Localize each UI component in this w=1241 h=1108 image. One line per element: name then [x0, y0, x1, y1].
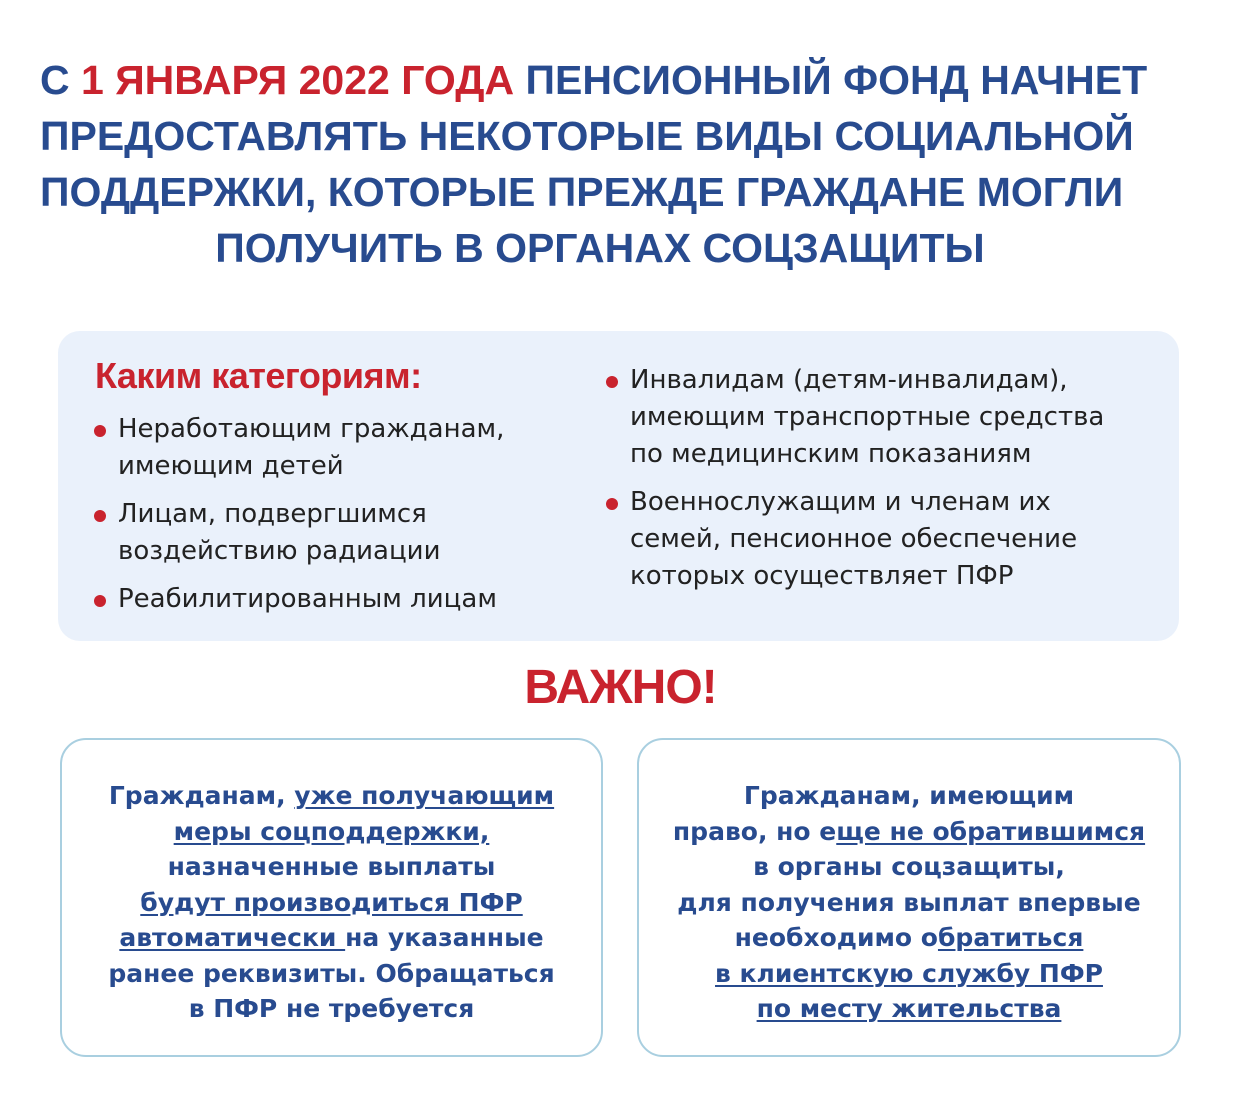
category-item: Инвалидам (детям-инвалидам), имеющим транспортные средства по медицинским показаниям — [606, 362, 1166, 473]
headline-line-4: ПОЛУЧИТЬ В ОРГАНАХ СОЦЗАЩИТЫ — [215, 225, 985, 271]
category-item: Лицам, подвергшимся воздействию радиации — [94, 496, 574, 570]
headline-line-3: ПОДДЕРЖКИ, КОТОРЫЕ ПРЕЖДЕ ГРАЖДАНЕ МОГЛИ — [40, 169, 1124, 215]
bullet-dot-icon — [606, 376, 618, 388]
headline-line-2: ПРЕДОСТАВЛЯТЬ НЕКОТОРЫЕ ВИДЫ СОЦИАЛЬНОЙ — [40, 113, 1134, 159]
card-text: Гражданам, уже получающим меры соцподдержки, назначенные выплаты будут производиться ПФР автоматически на указанные ранее реквизиты. Обращаться в ПФР не требуется — [108, 781, 555, 1023]
category-item: Неработающим гражданам, имеющим детей — [94, 411, 574, 485]
category-item: Военнослужащим и членам их семей, пенсионное обеспечение которых осуществляет ПФР — [606, 484, 1166, 595]
bullet-dot-icon — [94, 510, 106, 522]
categories-list-left — [94, 411, 574, 629]
category-item: Реабилитированным лицам — [94, 581, 574, 618]
categories-list-right — [606, 362, 1166, 606]
headline — [40, 52, 1200, 276]
bullet-dot-icon — [606, 498, 618, 510]
card-text: Гражданам, имеющим право, но еще не обратившимся в органы соцзащиты, для получения выплат впервые необходимо обратиться в клиентскую службу ПФР по месту жительства — [672, 781, 1146, 1023]
bullet-dot-icon — [94, 425, 106, 437]
info-card-new-applicants — [637, 738, 1181, 1057]
categories-title: Каким категориям: — [95, 355, 422, 396]
bullet-dot-icon — [94, 595, 106, 607]
important-heading: ВАЖНО! — [524, 661, 717, 714]
headline-date: 1 ЯНВАРЯ 2022 ГОДА — [81, 57, 515, 103]
info-card-current-recipients — [60, 738, 603, 1057]
headline-line-1: С 1 ЯНВАРЯ 2022 ГОДА ПЕНСИОННЫЙ ФОНД НАЧНЕТ — [40, 57, 1148, 103]
